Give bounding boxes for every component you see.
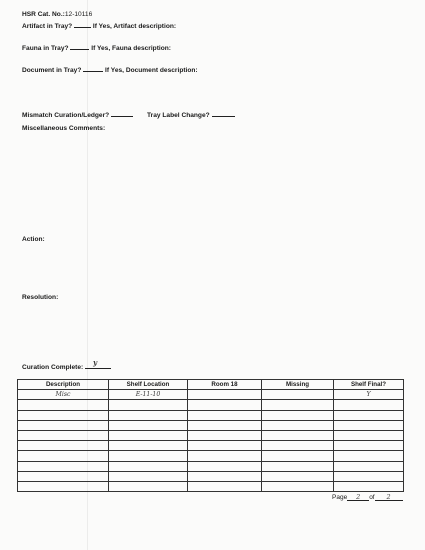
- col-header-shelf-final: Shelf Final?: [334, 380, 404, 390]
- artifact-line: [22, 21, 176, 31]
- cell-description[interactable]: [18, 420, 109, 430]
- cell-shelf-final[interactable]: Y: [334, 390, 404, 400]
- cell-shelf-location[interactable]: [109, 471, 188, 481]
- cell-missing[interactable]: [262, 430, 334, 440]
- cell-description[interactable]: [18, 481, 109, 491]
- curation-complete-value: y: [93, 358, 98, 367]
- mismatch-blank[interactable]: [111, 110, 133, 117]
- mismatch-label: Mismatch Curation/Ledger?: [22, 112, 110, 119]
- resolution-label: Resolution:: [22, 294, 59, 301]
- table-row: [18, 400, 404, 410]
- col-header-description: Description: [18, 380, 109, 390]
- document-blank[interactable]: [83, 65, 103, 72]
- cell-description[interactable]: [18, 451, 109, 461]
- fauna-desc-label: If Yes, Fauna description:: [91, 45, 171, 52]
- table-row: [18, 461, 404, 471]
- cell-missing[interactable]: [262, 400, 334, 410]
- document-label: Document in Tray?: [22, 67, 82, 74]
- cell-shelf-location[interactable]: [109, 461, 188, 471]
- table-row: [18, 481, 404, 491]
- tray-label-line: [147, 110, 235, 120]
- cell-shelf-final[interactable]: [334, 400, 404, 410]
- table-row: [18, 471, 404, 481]
- catalog-number: [22, 11, 92, 19]
- artifact-desc-label: If Yes, Artifact description:: [92, 23, 177, 30]
- fauna-label: Fauna in Tray?: [22, 45, 69, 52]
- col-header-shelf-location: Shelf Location: [109, 380, 188, 390]
- page-number: 2: [347, 493, 369, 501]
- cell-description[interactable]: Misc: [18, 390, 109, 400]
- curation-complete-line: [22, 358, 111, 372]
- cell-shelf-final[interactable]: [334, 430, 404, 440]
- page-indicator: [332, 493, 403, 502]
- action-label: Action:: [22, 236, 45, 243]
- cell-shelf-location[interactable]: [109, 441, 188, 451]
- cell-shelf-location[interactable]: [109, 420, 188, 430]
- tray-label-change-label: Tray Label Change?: [147, 112, 210, 119]
- fauna-line: [22, 43, 171, 53]
- misc-comments-label: Miscellaneous Comments:: [22, 125, 106, 132]
- cell-shelf-final[interactable]: [334, 461, 404, 471]
- cell-room-18[interactable]: [188, 481, 262, 491]
- cell-room-18[interactable]: [188, 451, 262, 461]
- cell-room-18[interactable]: [188, 430, 262, 440]
- catalog-number-label: HSR Cat. No.:: [22, 11, 65, 18]
- table-row: [18, 441, 404, 451]
- catalog-number-value: 12-10116: [64, 11, 93, 18]
- cell-shelf-final[interactable]: [334, 481, 404, 491]
- cell-description[interactable]: [18, 441, 109, 451]
- cell-room-18[interactable]: [188, 471, 262, 481]
- cell-shelf-final[interactable]: [334, 441, 404, 451]
- col-header-missing: Missing: [262, 380, 334, 390]
- cell-shelf-location[interactable]: [109, 481, 188, 491]
- fauna-blank[interactable]: [70, 43, 89, 50]
- cell-missing[interactable]: [262, 390, 334, 400]
- cell-missing[interactable]: [262, 461, 334, 471]
- cell-missing[interactable]: [262, 451, 334, 461]
- cell-missing[interactable]: [262, 481, 334, 491]
- cell-missing[interactable]: [262, 441, 334, 451]
- of-label: of: [369, 494, 375, 501]
- cell-missing[interactable]: [262, 410, 334, 420]
- cell-missing[interactable]: [262, 420, 334, 430]
- table-row: [18, 420, 404, 430]
- cell-shelf-location[interactable]: [109, 400, 188, 410]
- col-header-room-18: Room 18: [188, 380, 262, 390]
- table-row: [18, 390, 404, 400]
- cell-description[interactable]: [18, 461, 109, 471]
- shelf-table: [17, 379, 404, 492]
- document-desc-label: If Yes, Document description:: [105, 67, 198, 74]
- cell-shelf-location[interactable]: [109, 410, 188, 420]
- cell-room-18[interactable]: [188, 390, 262, 400]
- curation-complete-blank[interactable]: [85, 358, 111, 369]
- mismatch-line: [22, 110, 133, 120]
- cell-shelf-location[interactable]: E-11-10: [109, 390, 188, 400]
- table-body: [18, 390, 404, 492]
- artifact-blank[interactable]: [74, 21, 91, 28]
- cell-room-18[interactable]: [188, 410, 262, 420]
- cell-shelf-final[interactable]: [334, 471, 404, 481]
- table-header-row: [18, 380, 404, 390]
- page-label: Page: [332, 494, 348, 501]
- cell-shelf-final[interactable]: [334, 410, 404, 420]
- cell-shelf-final[interactable]: [334, 420, 404, 430]
- cell-room-18[interactable]: [188, 420, 262, 430]
- cell-room-18[interactable]: [188, 400, 262, 410]
- table-row: [18, 430, 404, 440]
- curation-complete-label: Curation Complete:: [22, 364, 84, 371]
- page-total: 2: [375, 493, 403, 501]
- cell-shelf-location[interactable]: [109, 430, 188, 440]
- cell-missing[interactable]: [262, 471, 334, 481]
- cell-description[interactable]: [18, 410, 109, 420]
- cell-description[interactable]: [18, 400, 109, 410]
- cell-shelf-final[interactable]: [334, 451, 404, 461]
- table-row: [18, 451, 404, 461]
- table-row: [18, 410, 404, 420]
- cell-room-18[interactable]: [188, 461, 262, 471]
- cell-description[interactable]: [18, 430, 109, 440]
- document-line: [22, 65, 198, 75]
- tray-label-blank[interactable]: [212, 110, 235, 117]
- cell-description[interactable]: [18, 471, 109, 481]
- cell-room-18[interactable]: [188, 441, 262, 451]
- cell-shelf-location[interactable]: [109, 451, 188, 461]
- artifact-label: Artifact in Tray?: [22, 23, 73, 30]
